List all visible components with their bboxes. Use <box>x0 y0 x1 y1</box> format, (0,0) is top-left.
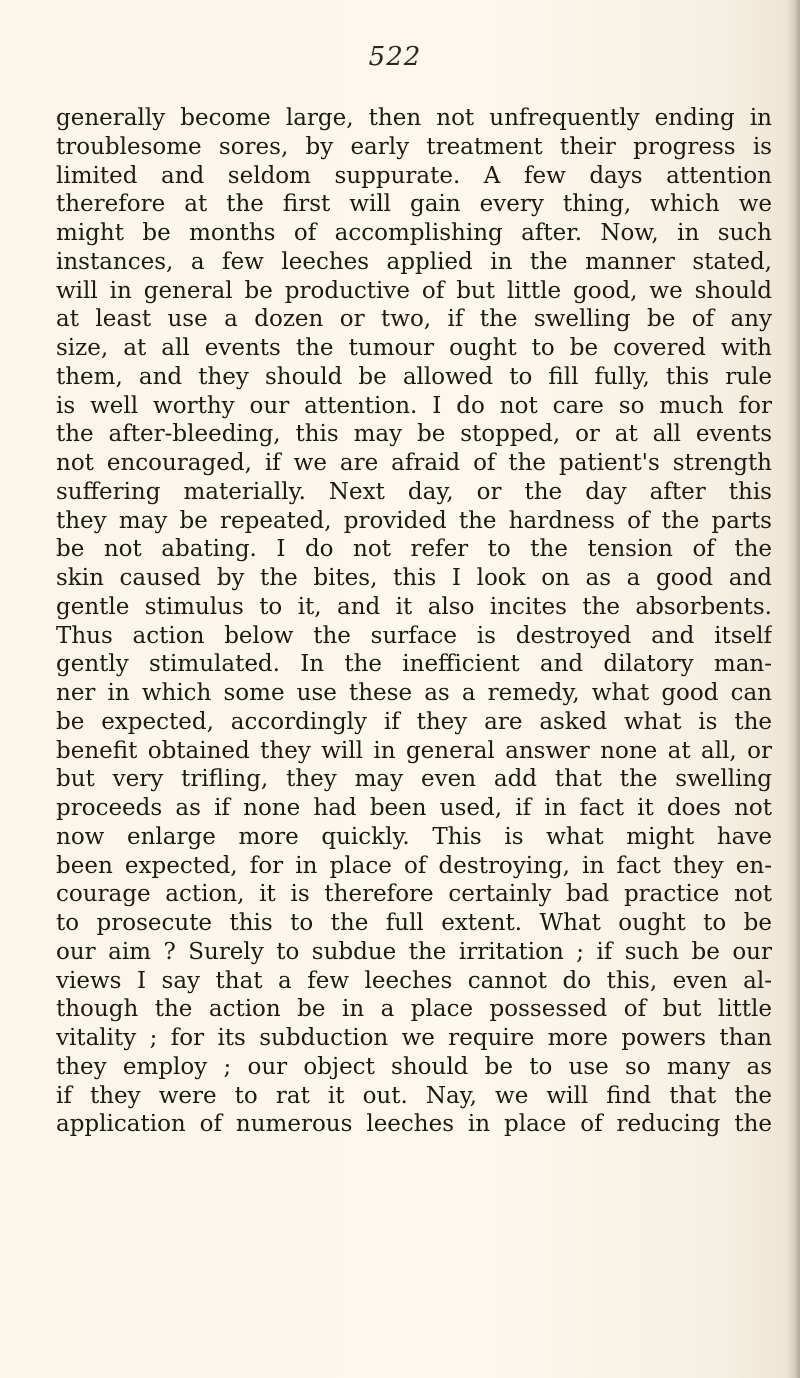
text-line: therefore at the first will gain every thing, which we <box>56 191 772 218</box>
text-line: our aim ? Surely to subdue the irritation ; if such be our <box>56 938 772 965</box>
text-line: suffering materially. Next day, or the day after this <box>56 478 772 505</box>
text-line: proceeds as if none had been used, if in fact it does not <box>56 795 772 821</box>
text-line: Thus action below the surface is destroyed and itself <box>56 622 772 649</box>
text-line: them, and they should be allowed to fill fully, this rule <box>56 363 772 390</box>
text-line: if they were to rat it out. Nay, we will find that the <box>56 1082 772 1109</box>
body-text <box>56 104 772 1139</box>
text-line: courage action, it is therefore certainly bad practice not <box>56 881 772 908</box>
text-line: gently stimulated. In the inefficient and dilatory man- <box>56 651 772 678</box>
text-line: been expected, for in place of destroying, in fact they en- <box>56 852 772 879</box>
text-line: but very trifling, they may even add that the swelling <box>56 766 772 793</box>
text-line: be expected, accordingly if they are asked what is the <box>56 708 772 735</box>
text-line: they employ ; our object should be to use so many as <box>56 1053 772 1080</box>
text-line: application of numerous leeches in place of reducing the <box>56 1111 772 1138</box>
page-number: 522 <box>368 42 422 72</box>
text-line: will in general be productive of but little good, we should <box>56 277 772 304</box>
text-line: generally become large, then not unfrequently ending in <box>56 105 772 131</box>
text-line: size, at all events the tumour ought to be covered with <box>56 335 772 361</box>
text-line: ner in which some use these as a remedy, what good can <box>56 680 772 706</box>
text-line: now enlarge more quickly. This is what might have <box>56 823 772 850</box>
text-line: skin caused by the bites, this I look on as a good and <box>56 565 772 591</box>
text-line: instances, a few leeches applied in the manner stated, <box>56 248 772 275</box>
text-line: benefit obtained they will in general answer none at all, or <box>56 737 772 764</box>
text-line: is well worthy our attention. I do not care so much for <box>56 392 772 419</box>
text-line: gentle stimulus to it, and it also incites the absorbents. <box>56 593 772 620</box>
text-line: at least use a dozen or two, if the swelling be of any <box>56 306 772 333</box>
text-line: though the action be in a place possessed of but little <box>56 996 772 1023</box>
text-line: to prosecute this to the full extent. What ought to be <box>56 910 772 936</box>
page-edge-shadow <box>786 0 800 1378</box>
text-line: vitality ; for its subduction we require more powers than <box>56 1025 772 1051</box>
text-line: the after-bleeding, this may be stopped, or at all events <box>56 421 772 448</box>
text-line: might be months of accomplishing after. Now, in such <box>56 220 772 246</box>
text-line: be not abating. I do not refer to the tension of the <box>56 536 772 563</box>
text-line: views I say that a few leeches cannot do this, even al- <box>56 967 772 994</box>
text-line: troublesome sores, by early treatment their progress is <box>56 133 772 160</box>
text-line: not encouraged, if we are afraid of the patient's strength <box>56 450 772 476</box>
text-line: they may be repeated, provided the hardness of the parts <box>56 507 772 534</box>
text-line: limited and seldom suppurate. A few days attention <box>56 162 772 189</box>
